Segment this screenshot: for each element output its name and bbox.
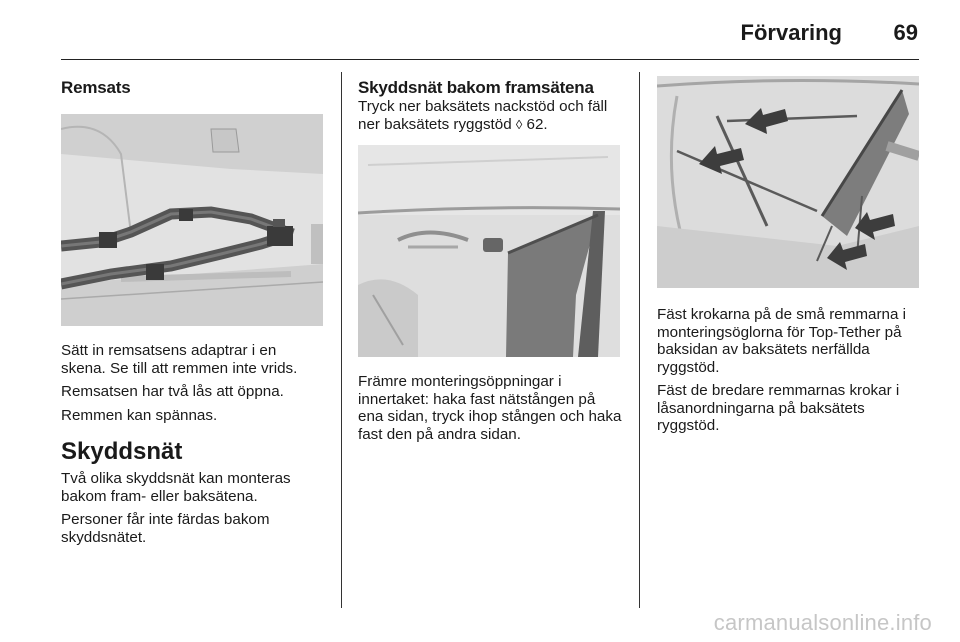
column-divider-2 <box>639 72 640 608</box>
column-1 <box>61 70 325 552</box>
paragraph-lock: Remsatsen har två lås att öppna. <box>61 383 284 400</box>
paragraph-fold-seat-text: Tryck ner baksätets nackstöd och fäll ner baksätets ryggstöd <box>358 98 608 133</box>
page-number: 69 <box>893 20 918 45</box>
roof-mount-illustration <box>358 145 620 357</box>
paragraph-wide-straps: Fäst de bredare remmarnas krokar i låsanordningarna på baksätets ryggstöd. <box>657 382 900 434</box>
figure-roof-mount <box>358 145 620 357</box>
page-header-title: Förvaring <box>740 20 842 45</box>
column-divider-1 <box>341 72 342 608</box>
column-3 <box>657 70 923 441</box>
paragraph-adaptrar: Sätt in remsatsens adaptrar i en skena. Se till att remmen inte vrids. <box>61 342 298 377</box>
page-reference-icon: ◊ <box>515 116 523 132</box>
footer-watermark: carmanualsonline.info <box>713 610 932 635</box>
header-rule <box>61 59 919 60</box>
figure-net-installed <box>657 76 919 288</box>
paragraph-fold-seat <box>358 98 624 133</box>
heading-net-behind-front-seats: Skyddsnät bakom framsätena <box>358 78 594 97</box>
paragraph-front-mounts: Främre monteringsöppningar i innertaket: haka fast nätstången på ena sidan, tryck ihop stången och haka fast den på andra sidan. <box>358 373 622 443</box>
figure-strap-kit <box>61 114 323 326</box>
paragraph-top-tether: Fäst krokarna på de små remmarna i monteringsöglorna för Top-Tether på baksidan av baksätets nerfällda ryggstöd. <box>657 306 906 376</box>
paragraph-net-types: Två olika skyddsnät kan monteras bakom fram- eller baksätena. <box>61 470 291 505</box>
column-2 <box>358 70 624 449</box>
strap-kit-illustration <box>61 114 323 326</box>
paragraph-tension: Remmen kan spännas. <box>61 406 218 424</box>
heading-remsats: Remsats <box>61 78 131 97</box>
paragraph-passengers: Personer får inte färdas bakom skyddsnätet. <box>61 511 270 546</box>
net-installed-illustration <box>657 76 919 288</box>
page-reference-number: 62. <box>522 115 548 133</box>
section-title-skyddsnat: Skyddsnät <box>61 438 183 465</box>
